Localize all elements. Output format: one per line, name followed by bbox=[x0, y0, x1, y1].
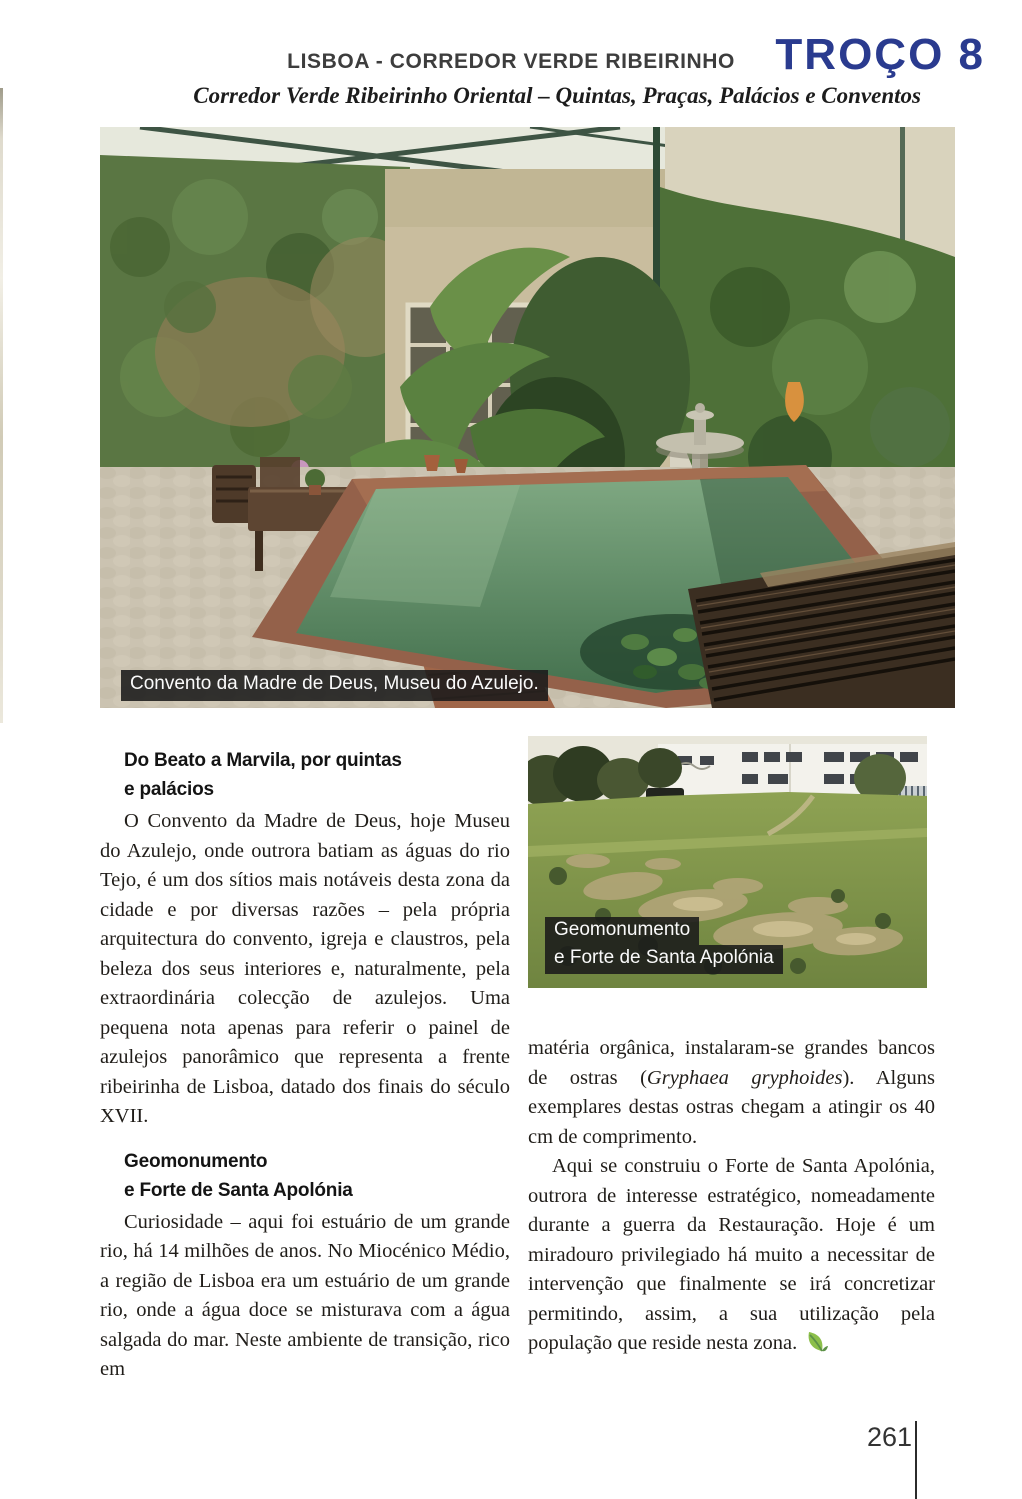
page-subtitle: Corredor Verde Ribeirinho Oriental – Quintas, Praças, Palácios e Conventos bbox=[193, 83, 921, 108]
paragraph-convento-madre-de-deus: O Convento da Madre de Deus, hoje Museu do Azulejo, onde outrora batiam as águas do rio Tejo, é um dos sítios mais notáveis desta zona da cidade e por diversas razões – pela própria arquitectura do convento, igreja e claustros, pela beleza dos seus interiores e, naturalmente, pela extraordinária colecção de azulejos. Uma pequena nota apenas para referir o painel de azulejos panorâmico que representa a frente ribeirinha de Lisboa, datado dos finais do século XVII. bbox=[100, 810, 510, 1127]
main-photo bbox=[100, 127, 955, 708]
page-number: 261 bbox=[866, 1422, 912, 1452]
page-edge-strip bbox=[0, 88, 3, 723]
paragraph-text: matéria orgânica, instalaram-se grandes bancos de ostras ( bbox=[528, 1037, 935, 1089]
main-photo-caption: Convento da Madre de Deus, Museu do Azulejo. bbox=[121, 670, 548, 701]
heading-do-beato-a-marvila bbox=[124, 746, 510, 804]
paragraph-curiosidade-estuario: Curiosidade – aqui foi estuário de um grande rio, há 14 milhões de anos. No Miocénico Médio, a região de Lisboa era um estuário de um grande rio, onde a água doce se misturava com a água salgada do mar. Neste ambiente de transição, rico em bbox=[100, 1210, 510, 1380]
species-name: Gryphaea gryphoides bbox=[646, 1066, 843, 1089]
heading-line: e Forte de Santa Apolónia bbox=[124, 1179, 353, 1201]
heading-line: Do Beato a Marvila, por quintas bbox=[124, 750, 402, 771]
leaf-icon bbox=[803, 1331, 828, 1353]
section-badge: TROÇO 8 bbox=[775, 30, 985, 79]
caption-line: e Forte de Santa Apolónia bbox=[545, 945, 783, 974]
paragraph-bancos-de-ostras bbox=[528, 1034, 935, 1152]
main-photo-image bbox=[100, 127, 955, 708]
heading-line: e palácios bbox=[124, 779, 214, 800]
heading-line: Geomonumento bbox=[124, 1150, 268, 1172]
heading-geomonumento bbox=[124, 1147, 510, 1205]
header-kicker: LISBOA - CORREDOR VERDE RIBEIRINHO bbox=[287, 50, 735, 73]
footer-rule bbox=[915, 1421, 917, 1499]
paragraph-text: ). Alguns exemplares destas ostras chegam a atingir os 40 cm de comprimento. bbox=[528, 1066, 935, 1148]
side-photo-caption bbox=[545, 917, 783, 974]
caption-line: Geomonumento bbox=[545, 917, 699, 946]
side-photo bbox=[528, 736, 927, 988]
article-column-right bbox=[528, 1034, 935, 1359]
article-column-left bbox=[100, 746, 510, 1385]
paragraph-text: Aqui se construiu o Forte de Santa Apolónia, outrora de interesse estratégico, nomeadamente durante a guerra da Restauração. Hoje é um miradouro privilegiado há muito a necessitar de intervenção que finalmente se irá concretizar permitindo, assim, a sua utilização pela população que reside nesta zona. bbox=[528, 1155, 935, 1354]
paragraph-forte-santa-apolonia bbox=[528, 1152, 935, 1359]
